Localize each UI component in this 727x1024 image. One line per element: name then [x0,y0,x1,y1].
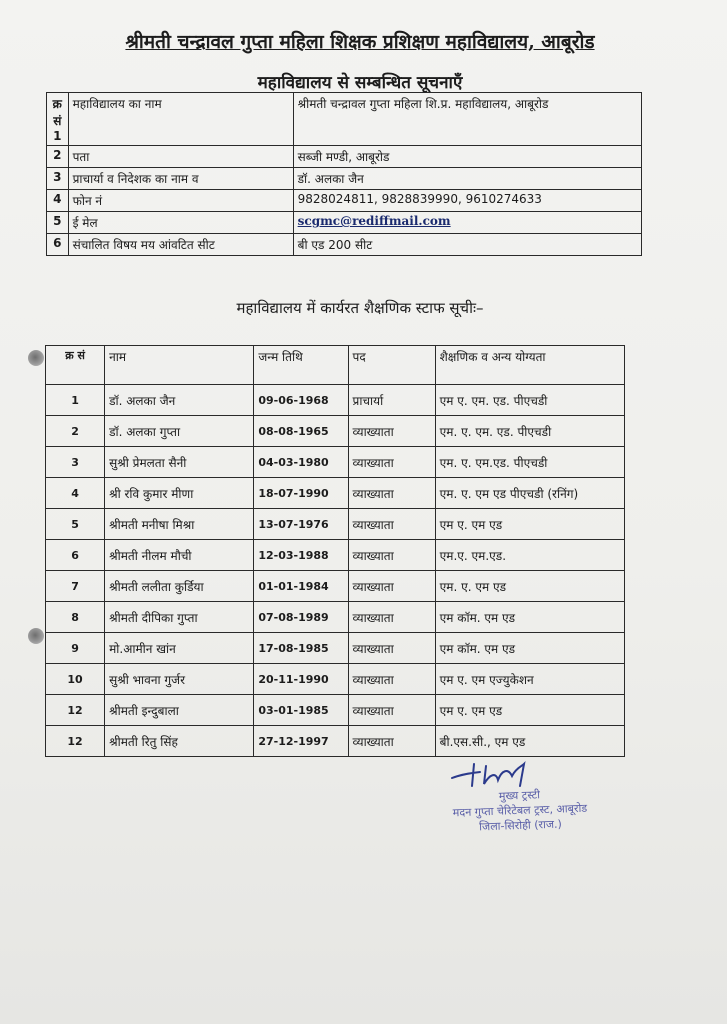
staff-name: डॉ. अलका जैन [105,385,254,416]
info-row [47,234,642,256]
stamp-line: जिला-सिरोही (राज.) [478,817,563,834]
staff-name: सुश्री भावना गुर्जर [105,664,254,695]
info-number: 4 [47,190,69,212]
staff-dob: 03-01-1985 [254,695,348,726]
info-value: सब्जी मण्डी, आबूरोड [293,146,641,168]
staff-dob: 27-12-1997 [254,726,348,757]
staff-sno: 5 [46,509,105,540]
staff-row [46,509,625,540]
header-qualification: शैक्षणिक व अन्य योग्यता [435,346,624,385]
info-row [47,190,642,212]
staff-sno: 12 [46,695,105,726]
staff-name: श्रीमती ललीता कुर्डिया [105,571,254,602]
punch-hole [28,628,44,644]
staff-name: सुश्री प्रेमलता सैनी [105,447,254,478]
staff-sno: 7 [46,571,105,602]
staff-dob: 20-11-1990 [254,664,348,695]
staff-row [46,416,625,447]
college-title: श्रीमती चन्द्रावल गुप्ता महिला शिक्षक प्रशिक्षण महाविद्यालय, आबूरोड [125,31,595,53]
staff-qualification: एम ए. एम. एड. पीएचडी [435,385,624,416]
staff-sno: 1 [46,385,105,416]
staff-post: व्याख्याता [348,726,435,757]
staff-qualification: एम कॉम. एम एड [435,633,624,664]
staff-qualification: एम. ए. एम एड [435,571,624,602]
staff-qualification: एम ए. एम एड [435,695,624,726]
info-label: पता [68,146,293,168]
info-row [47,212,642,234]
staff-sno: 2 [46,416,105,447]
staff-table [45,345,625,757]
staff-name: श्री रवि कुमार मीणा [105,478,254,509]
staff-heading: महाविद्यालय में कार्यरत शैक्षणिक स्टाफ सूचीः– [236,299,484,317]
info-label: संचालित विषय मय आंवटित सीट [68,234,293,256]
staff-dob: 12-03-1988 [254,540,348,571]
info-number: क्र सं 1 [47,93,69,146]
staff-post: व्याख्याता [348,416,435,447]
staff-sno: 4 [46,478,105,509]
trustee-stamp [419,785,620,837]
staff-post: व्याख्याता [348,664,435,695]
info-table [46,92,642,256]
staff-name: श्रीमती रितु सिंह [105,726,254,757]
staff-post: व्याख्याता [348,478,435,509]
info-heading: महाविद्यालय से सम्बन्धित सूचनाएँ [257,73,463,93]
staff-row [46,478,625,509]
info-row [47,93,642,146]
staff-dob: 08-08-1965 [254,416,348,447]
header-dob: जन्म तिथि [254,346,348,385]
staff-sno: 8 [46,602,105,633]
staff-dob: 04-03-1980 [254,447,348,478]
staff-dob: 01-01-1984 [254,571,348,602]
info-label: फोन नं [68,190,293,212]
staff-name: श्रीमती मनीषा मिश्रा [105,509,254,540]
staff-post: व्याख्याता [348,540,435,571]
info-value [293,212,641,234]
info-value: डॉ. अलका जैन [293,168,641,190]
info-number: 6 [47,234,69,256]
info-number: 5 [47,212,69,234]
staff-name: श्रीमती दीपिका गुप्ता [105,602,254,633]
staff-post: व्याख्याता [348,633,435,664]
info-value: 9828024811, 9828839990, 9610274633 [293,190,641,212]
staff-post: व्याख्याता [348,571,435,602]
header-name: नाम [105,346,254,385]
header-sno: क्र सं [46,346,105,385]
staff-sno: 12 [46,726,105,757]
info-row [47,146,642,168]
staff-row [46,695,625,726]
punch-hole [28,350,44,366]
staff-row [46,726,625,757]
staff-qualification: एम. ए. एम.एड. पीएचडी [435,447,624,478]
staff-post: व्याख्याता [348,602,435,633]
staff-dob: 09-06-1968 [254,385,348,416]
staff-header-row [46,346,625,385]
info-label: ई मेल [68,212,293,234]
staff-dob: 18-07-1990 [254,478,348,509]
staff-name: श्रीमती नीलम मौची [105,540,254,571]
staff-sno: 3 [46,447,105,478]
staff-qualification: एम ए. एम एड [435,509,624,540]
staff-dob: 13-07-1976 [254,509,348,540]
staff-post: प्राचार्या [348,385,435,416]
info-row [47,168,642,190]
info-value: बी एड 200 सीट [293,234,641,256]
staff-row [46,540,625,571]
stamp-line: मुख्य ट्रस्टी [498,788,541,803]
staff-dob: 17-08-1985 [254,633,348,664]
staff-qualification: एम ए. एम एज्युकेशन [435,664,624,695]
staff-row [46,385,625,416]
staff-row [46,571,625,602]
staff-post: व्याख्याता [348,509,435,540]
staff-qualification: एम.ए. एम.एड. [435,540,624,571]
info-label: प्राचार्या व निदेशक का नाम व [68,168,293,190]
info-number: 3 [47,168,69,190]
staff-sno: 6 [46,540,105,571]
staff-qualification: बी.एस.सी., एम एड [435,726,624,757]
staff-name: मो.आमीन खांन [105,633,254,664]
info-number: 2 [47,146,69,168]
staff-sno: 10 [46,664,105,695]
staff-row [46,602,625,633]
staff-name: श्रीमती इन्दुबाला [105,695,254,726]
staff-row [46,447,625,478]
staff-post: व्याख्याता [348,695,435,726]
staff-name: डॉ. अलका गुप्ता [105,416,254,447]
stamp-line: मदन गुप्ता चेरिटेबल ट्रस्ट, आबूरोड [452,801,588,820]
staff-row [46,633,625,664]
staff-post: व्याख्याता [348,447,435,478]
staff-row [46,664,625,695]
staff-sno: 9 [46,633,105,664]
staff-qualification: एम. ए. एम एड पीएचडी (रनिंग) [435,478,624,509]
info-label: महाविद्यालय का नाम [68,93,293,146]
email-link[interactable]: scgmc@rediffmail.com [297,214,451,228]
staff-qualification: एम. ए. एम. एड. पीएचडी [435,416,624,447]
staff-qualification: एम कॉम. एम एड [435,602,624,633]
info-value: श्रीमती चन्द्रावल गुप्ता महिला शि.प्र. महाविद्यालय, आबूरोड [293,93,641,146]
header-post: पद [348,346,435,385]
staff-dob: 07-08-1989 [254,602,348,633]
